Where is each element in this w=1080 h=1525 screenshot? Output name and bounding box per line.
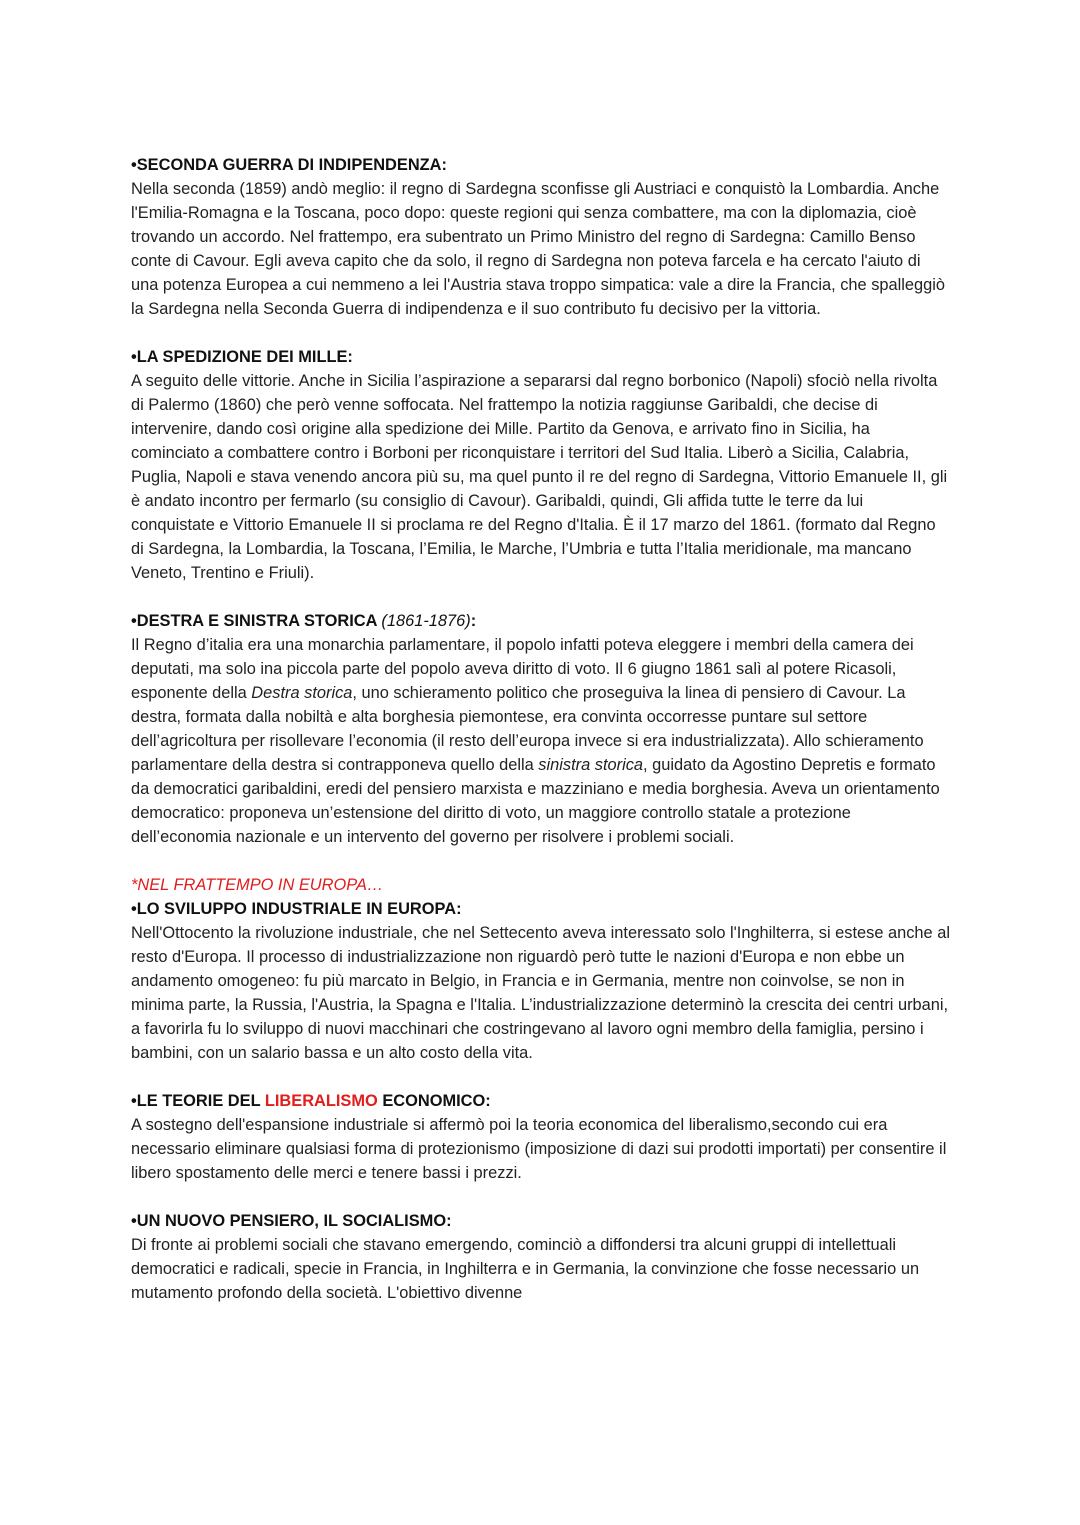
section-liberalismo [131, 1089, 951, 1185]
destra-storica-term: Destra storica [251, 684, 353, 702]
paragraph-text: Il Regno d’italia era una monarchia parlamentare, il popolo infatti poteva eleggere i membri della camera dei deputati, ma solo ina piccola parte del popolo aveva diritto di voto. Il 6 giugno 1861 salì al potere Ricasoli, esponente della [131, 636, 914, 702]
section-paragraph: Di fronte ai problemi sociali che stavano emergendo, cominciò a diffondersi tra alcuni gruppi di intellettuali democratici e radicali, specie in Francia, in Inghilterra e in Germania, la convinzione che fosse necessario un mutamento profondo della società. L'obiettivo divenne [131, 1236, 920, 1302]
section-spedizione-mille [131, 345, 951, 585]
europe-note: *NEL FRATTEMPO IN EUROPA… [131, 876, 384, 894]
section-heading [131, 609, 951, 633]
section-seconda-guerra [131, 153, 951, 321]
section-paragraph: Nella seconda (1859) andò meglio: il regno di Sardegna sconfisse gli Austriaci e conquistò la Lombardia. Anche l'Emilia-Romagna e la Toscana, poco dopo: queste regioni qui senza combattere, ma con la diplomazia, cioè trovando un accordo. Nel frattempo, era subentrato un Primo Ministro del regno di Sardegna: Camillo Benso conte di Cavour. Egli aveva capito che da solo, il regno di Sardegna non poteva farcela e ha cercato l'aiuto di una potenza Europea a cui nemmeno a lei l'Austria stava troppo simpatica: vale a dire la Francia, che spalleggiò la Sardegna nella Seconda Guerra di indipendenza e il suo contributo fu decisivo per la vittoria. [131, 180, 946, 318]
heading-text: ECONOMICO: [377, 1092, 491, 1110]
section-paragraph [131, 633, 951, 849]
heading-date: (1861-1876) [381, 612, 471, 630]
document-page [131, 153, 951, 1329]
section-heading [131, 1089, 951, 1113]
section-heading: •UN NUOVO PENSIERO, IL SOCIALISMO: [131, 1212, 452, 1230]
section-socialismo [131, 1209, 951, 1305]
section-paragraph: Nell'Ottocento la rivoluzione industriale, che nel Settecento aveva interessato solo l'Inghilterra, si estese anche al resto d'Europa. Il processo di industrializzazione non riguardò però tutte le nazioni d'Europa e non ebbe un andamento omogeneo: fu più marcato in Belgio, in Francia e in Germania, mentre non coinvolse, se non in minima parte, la Russia, l'Austria, la Spagna e l'Italia. L’industrializzazione determinò la crescita dei centri urbani, a favorirla fu lo sviluppo di nuovi macchinari che costringevano al lavoro ogni membro della famiglia, persino i bambini, con un salario bassa e un alto costo della vita. [131, 924, 950, 1062]
section-sviluppo-industriale [131, 873, 951, 1065]
paragraph-text: , guidato da Agostino Depretis e formato da democratici garibaldini, eredi del pensiero marxista e mazziniano e media borghesia. Aveva un orientamento democratico: proponeva un’estensione del diritto di voto, un maggiore controllo statale a protezione dell’economia nazionale e un intervento del governo per risolvere i problemi sociali. [131, 756, 940, 846]
section-heading: •LO SVILUPPO INDUSTRIALE IN EUROPA: [131, 900, 462, 918]
section-paragraph: A sostegno dell'espansione industriale si affermò poi la teoria economica del liberalismo,secondo cui era necessario eliminare qualsiasi forma di protezionismo (imposizione di dazi sui prodotti importati) per consentire il libero spostamento delle merci e tenere bassi i prezzi. [131, 1116, 947, 1182]
heading-title: •DESTRA E SINISTRA STORICA [131, 612, 377, 630]
sinistra-storica-term: sinistra storica [538, 756, 644, 774]
paragraph-text: , uno schieramento politico che proseguiva la linea di pensiero di Cavour. La destra, formata dalla nobiltà e alta borghesia piemontese, era convinta occorresse puntare sul settore dell’agricoltura per risollevare l’economia (il resto dell’europa invece si era industrializzata). Allo schieramento parlamentare della destra si contrapponeva quello della [131, 684, 924, 774]
section-heading: •LA SPEDIZIONE DEI MILLE: [131, 348, 353, 366]
section-heading: •SECONDA GUERRA DI INDIPENDENZA: [131, 156, 447, 174]
section-paragraph: A seguito delle vittorie. Anche in Sicilia l’aspirazione a separarsi dal regno borbonico (Napoli) sfociò nella rivolta di Palermo (1860) che però venne soffocata. Nel frattempo la notizia raggiunse Garibaldi, che decise di intervenire, dando così origine alla spedizione dei Mille. Partito da Genova, e arrivato fino in Sicilia, ha cominciato a combattere contro i Borboni per riconquistare i territori del Sud Italia. Liberò a Sicilia, Calabria, Puglia, Napoli e stava venendo ancora più su, ma quel punto il re del regno di Sardegna, Vittorio Emanuele II, gli è andato incontro per fermarlo (su consiglio di Cavour). Garibaldi, quindi, Gli affida tutte le terre da lui conquistate e Vittorio Emanuele II si proclama re del Regno d'Italia. È il 17 marzo del 1861. (formato dal Regno di Sardegna, la Lombardia, la Toscana, l’Emilia, le Marche, l’Umbria e tutta l’Italia meridionale, ma mancano Veneto, Trentino e Friuli). [131, 372, 948, 582]
section-destra-sinistra [131, 609, 951, 849]
heading-colon: : [470, 612, 477, 630]
liberalismo-highlight: LIBERALISMO [264, 1092, 378, 1110]
heading-text: •LE TEORIE DEL [131, 1092, 265, 1110]
